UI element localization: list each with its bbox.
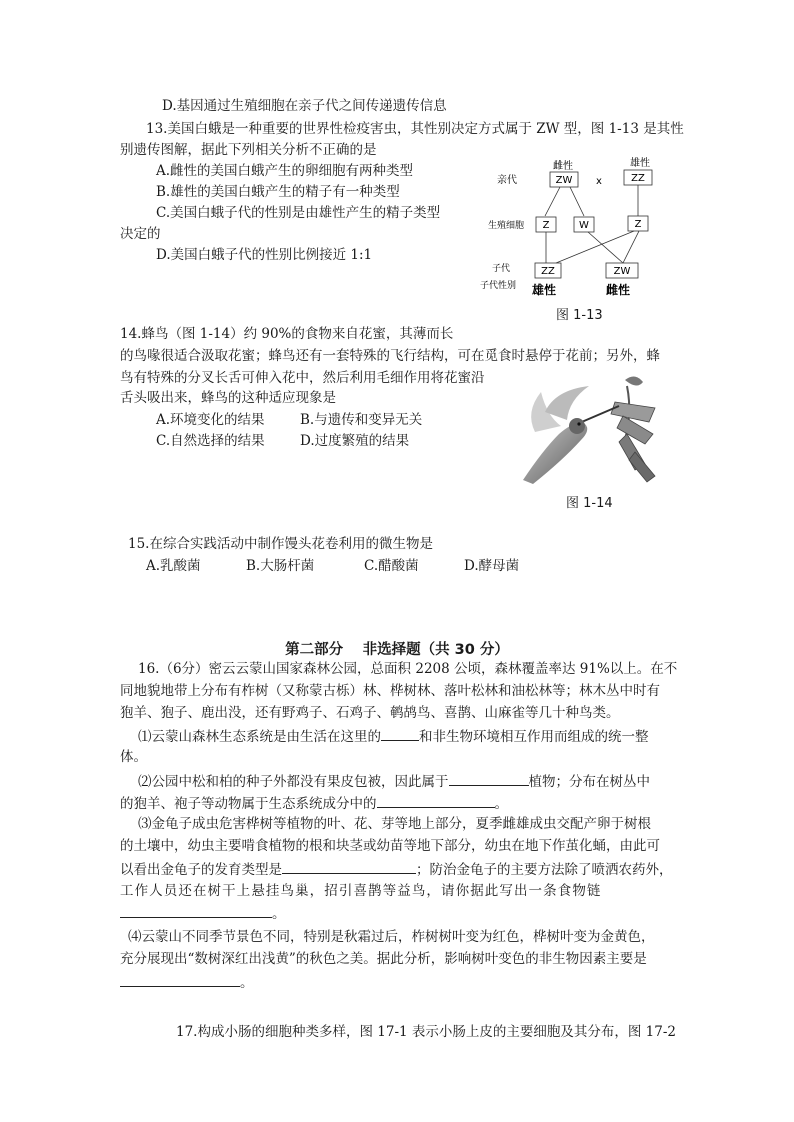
q16-sub2-text-c: 的狍羊、袍子等动物属于生态系统成分中的 [120,796,377,812]
answer-blank-6[interactable] [120,972,240,987]
q15-option-a: A.乳酸菌 [146,558,201,574]
q15-option-c: C.醋酸菌 [364,558,419,574]
q16-sub1-text-a: ⑴云蒙山森林生态系统是由生活在这里的 [138,729,381,745]
sex-inheritance-diagram [478,152,678,322]
q16-sub3-end: 。 [272,906,286,922]
q15-option-b: B.大肠杆菌 [246,558,315,574]
arrow-line [545,187,560,216]
offspring-sex-label: 子代性别 [480,281,517,291]
q16-sub2-line1 [138,771,650,791]
cross-symbol: x [596,176,602,187]
offspring-sex-1: 雄性 [532,283,557,297]
q16-sub3-text-c: 以看出金龟子的发育类型是 [120,862,282,878]
q13-stem-line1: 13.美国白蛾是一种重要的世界性检疫害虫，其性别决定方式属于 ZW 型，图 1-13 是其性 [146,121,684,137]
q16-sub1-line2: 体。 [120,749,147,765]
offspring-sex-2: 雌性 [606,283,631,297]
figure-1-13-caption: 图 1-13 [556,308,603,323]
arrow-line [556,231,634,263]
parents-label: 亲代 [497,175,517,186]
q16-intro-line1: 16.（6分）密云云蒙山国家森林公园，总面积 2208 公顷，森林覆盖率达 91%以上。在不 [138,661,678,677]
part-two-heading: 第二部分 非选择题（共 30 分） [285,642,509,658]
q16-sub4-line3 [120,972,254,992]
answer-blank-3[interactable] [377,793,495,808]
answer-blank-2[interactable] [449,771,529,786]
female-label: 雌性 [553,161,573,172]
q14-option-a: A.环境变化的结果 [156,412,265,428]
q16-sub4-line1: ⑷云蒙山不同季节景色不同，特别是秋霜过后，柞树树叶变为红色，桦树叶变为金黄色， [128,929,655,945]
offspring-1: ZZ [541,266,555,277]
q16-sub2-line2 [120,793,508,813]
gametes-label: 生殖细胞 [488,221,525,231]
q15-stem: 15.在综合实践活动中制作馒头花卷利用的微生物是 [128,536,433,552]
answer-blank-5[interactable] [120,903,272,918]
gamete-2: W [579,220,589,231]
gamete-1: Z [542,220,550,231]
q16-sub3-line2: 的土壤中，幼虫主要啃食植物的根和块茎或幼苗等地下部分，幼虫在地下作茧化蛹，由此可 [120,838,660,854]
q16-sub1-text-b: 和非生物环境相互作用而组成的统一整 [419,729,649,745]
male-label: 雄性 [630,158,650,169]
q16-sub4-end: 。 [240,975,254,991]
q16-intro-line2: 同地貌地带上分布有柞树（又称蒙古栎）林、桦树林、落叶松林和油松林等；林木丛中时有 [120,683,660,699]
q16-sub3-line5 [120,903,286,923]
q13-option-b: B.雄性的美国白蛾产生的精子有一种类型 [156,184,400,200]
q12-option-d: D.基因通过生殖细胞在亲子代之间传递遗传信息 [162,98,447,114]
q13-option-a: A.雌性的美国白蛾产生的卵细胞有两种类型 [156,163,414,179]
q16-sub4-line2: 充分展现出“数树深红出浅黄”的秋色之美。据此分析，影响树叶变色的非生物因素主要是 [120,951,647,967]
offspring-label: 子代 [492,264,511,274]
q13-option-d: D.美国白蛾子代的性别比例接近 1:1 [156,247,373,263]
arrow-line [623,231,639,263]
q16-sub3-line4: 工 作 人 员 还 在 树 干 上 悬 挂 鸟 巢 ， 招 引 喜 鹊 等 益 鸟 ， 请 你 据 此 写 出 一 条 食 物 链 [120,883,599,899]
q13-option-c-line2: 决定的 [120,226,161,242]
offspring-2: ZW [613,266,631,277]
q16-sub2-end: 。 [494,796,508,812]
q14-option-c: C.自然选择的结果 [156,433,265,449]
hummingbird-image [515,372,665,492]
q15-option-d: D.酵母菌 [464,558,520,574]
q16-sub1-line1 [138,726,649,746]
gamete-3: Z [634,219,642,230]
answer-blank-1[interactable] [381,726,419,741]
q16-sub2-text-b: 植物；分布在树丛中 [528,774,650,790]
parent-male: ZZ [631,173,645,184]
q13-stem-line2: 别遗传图解，据此下列相关分析不正确的是 [120,142,377,158]
q14-stem-line2: 的鸟喙很适合汲取花蜜；蜂鸟还有一套特殊的飞行结构，可在觅食时悬停于花前；另外，蜂 [120,348,660,364]
q14-stem-line1: 14.蜂鸟（图 1-14）约 90%的食物来自花蜜，其薄而长 [120,326,454,342]
parent-female: ZW [555,175,573,186]
q13-option-c-line1: C.美国白蛾子代的性别是由雄性产生的精子类型 [156,205,441,221]
arrow-line [570,187,584,216]
q14-option-d: D.过度繁殖的结果 [300,433,410,449]
q16-sub3-text-d: ；防治金龟子的主要方法除了喷洒农药外， [416,862,673,878]
q16-intro-line3: 狍羊、狍子、鹿出没，还有野鸡子、石鸡子、鹌鸪鸟、喜鹊、山麻雀等几十种鸟类。 [120,705,620,721]
q16-sub3-line3 [120,859,673,879]
q14-stem-line4: 舌头吸出来，蜂鸟的这种适应现象是 [120,390,336,406]
q17-stem-line1: 17.构成小肠的细胞种类多样，图 17-1 表示小肠上皮的主要细胞及其分布，图 17-2 [176,1024,677,1040]
q14-stem-line3: 鸟有特殊的分叉长舌可伸入花中，然后利用毛细作用将花蜜沿 [120,370,485,386]
q14-option-b: B.与遗传和变异无关 [300,412,423,428]
figure-1-14-caption: 图 1-14 [566,496,613,511]
q16-sub3-line1: ⑶金龟子成虫危害桦树等植物的叶、花、芽等地上部分，夏季雌雄成虫交配产卵于树根 [138,816,651,832]
q16-sub2-text-a: ⑵公园中松和柏的种子外都没有果皮包被，因此属于 [138,774,449,790]
answer-blank-4[interactable] [282,859,416,874]
